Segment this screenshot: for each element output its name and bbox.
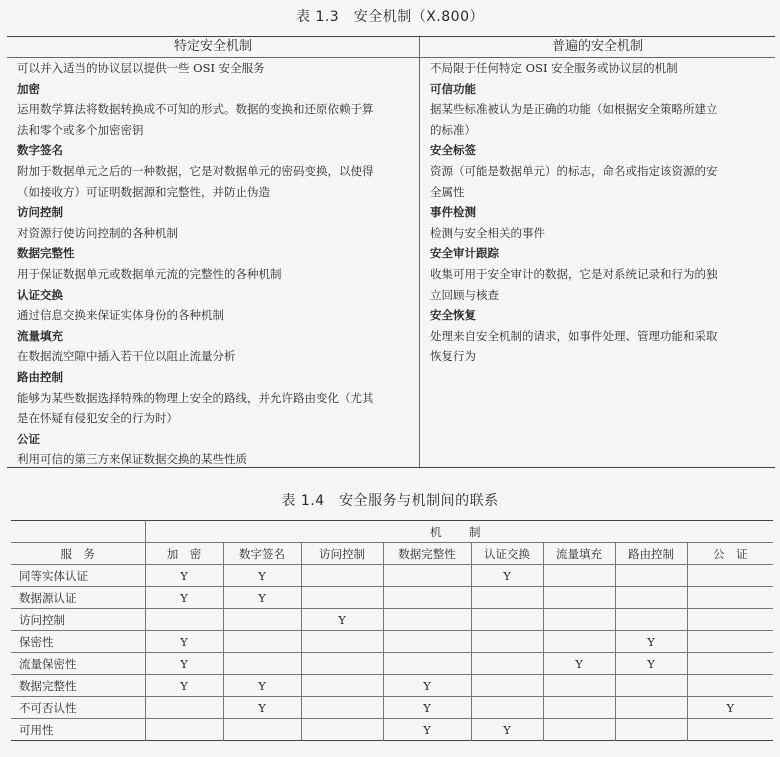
matrix-cell [301,631,383,653]
matrix-cell [471,653,543,675]
mechanism-heading: 安全标签 [430,143,476,158]
matrix-cell [543,653,615,675]
mechanism-heading: 加密 [17,81,40,96]
mechanism-description-line: 据某些标准被认为是正确的功能（如根据安全策略所建立 [430,102,718,117]
check-mark: Y [180,656,188,671]
mechanism-description-line: （如接收方）可证明数据源和完整性，并防止伪造 [17,184,270,199]
matrix-cell [145,697,223,719]
check-mark: Y [258,590,266,605]
mechanism-description-line: 利用可信的第三方来保证数据交换的某些性质 [17,452,247,467]
check-mark: Y [338,612,346,627]
matrix-cell [543,675,615,697]
mechanism-heading: 数据完整性 [17,246,75,261]
matrix-cell [615,587,687,609]
table-row [11,653,773,675]
check-mark: Y [503,568,511,583]
matrix-cell [383,609,471,631]
service-column-header: 服 务 [11,543,145,565]
matrix-cell [543,697,615,719]
matrix-cell [383,587,471,609]
mechanism-description-line: 是在怀疑有侵犯安全的行为时） [17,411,178,426]
check-mark: Y [258,678,266,693]
service-name: 流量保密性 [11,653,145,675]
matrix-cell [145,609,223,631]
matrix-cell [471,565,543,587]
matrix-cell [383,675,471,697]
matrix-cell [615,719,687,741]
matrix-cell [615,675,687,697]
mechanism-heading: 数字签名 [17,143,63,158]
matrix-cell [543,565,615,587]
matrix-cell [145,675,223,697]
matrix-cell [301,719,383,741]
matrix-cell [687,697,773,719]
matrix-cell [471,631,543,653]
matrix-cell [145,587,223,609]
matrix-cell [383,565,471,587]
matrix-corner-cell [11,521,145,543]
mechanism-description-line: 通过信息交换来保证实体身份的各种机制 [17,308,224,323]
matrix-cell [223,609,301,631]
table-row [11,675,773,697]
matrix-cell [301,697,383,719]
mechanism-heading: 安全恢复 [430,308,476,323]
mechanism-heading: 安全审计跟踪 [430,246,499,261]
mechanism-description-line: 在数据流空隙中插入若干位以阻止流量分析 [17,349,236,364]
check-mark: Y [258,700,266,715]
mechanism-description-line: 处理来自安全机制的请求，如事件处理、管理功能和采取 [430,328,718,343]
matrix-cell [471,675,543,697]
check-mark: Y [647,634,655,649]
mechanism-description-line: 收集可用于安全审计的数据，它是对系统记录和行为的独 [430,266,718,281]
matrix-cell [223,587,301,609]
mechanism-heading: 认证交换 [17,287,63,302]
check-mark: Y [180,568,188,583]
matrix-cell [383,697,471,719]
mechanisms-group-header: 机 制 [145,521,773,543]
mechanism-header: 流量填充 [543,543,615,565]
mechanism-description-line: 能够为某些数据选择特殊的物理上安全的路线，并允许路由变化（尤其 [17,390,374,405]
service-name: 数据完整性 [11,675,145,697]
mechanism-heading: 流量填充 [17,328,63,343]
table-row [11,719,773,741]
pervasive-mechanisms-header: 普遍的安全机制 [420,37,775,58]
mechanism-header: 加 密 [145,543,223,565]
mechanism-header: 数字签名 [223,543,301,565]
matrix-cell [301,609,383,631]
mechanism-description-line: 资源（可能是数据单元）的标志，命名或指定该资源的安 [430,163,718,178]
check-mark: Y [423,678,431,693]
mechanism-heading: 访问控制 [17,205,63,220]
mechanism-description-line: 法和零个或多个加密密钥 [17,122,144,137]
table-1-3-caption: 表 1.3 安全机制（X.800） [296,9,484,25]
matrix-cell [471,609,543,631]
matrix-cell [145,565,223,587]
matrix-cell [687,565,773,587]
mechanism-heading: 事件检测 [430,205,476,220]
mechanism-description-line: 检测与安全相关的事件 [430,225,545,240]
check-mark: Y [647,656,655,671]
matrix-cell [615,565,687,587]
check-mark: Y [180,590,188,605]
matrix-cell [383,653,471,675]
service-name: 保密性 [11,631,145,653]
service-name: 访问控制 [11,609,145,631]
matrix-cell [471,587,543,609]
check-mark: Y [423,700,431,715]
matrix-cell [223,631,301,653]
matrix-cell [145,631,223,653]
matrix-cell [615,609,687,631]
matrix-cell [223,565,301,587]
mechanism-description-line: 附加于数据单元之后的一种数据，它是对数据单元的密码变换，以使得 [17,163,374,178]
table-row [11,697,773,719]
mechanism-header: 访问控制 [301,543,383,565]
service-name: 可用性 [11,719,145,741]
mechanism-description-line: 的标准） [430,122,476,137]
security-mechanisms-table [7,36,775,468]
check-mark: Y [503,722,511,737]
matrix-cell [615,631,687,653]
table-row [11,609,773,631]
check-mark: Y [258,568,266,583]
mechanism-description-line: 用于保证数据单元或数据单元流的完整性的各种机制 [17,266,282,281]
service-name: 同等实体认证 [11,565,145,587]
mechanism-description-line: 可以并入适当的协议层以提供一些 OSI 安全服务 [17,61,265,75]
check-mark: Y [180,678,188,693]
matrix-cell [543,631,615,653]
mechanism-heading: 可信功能 [430,81,476,96]
matrix-cell [471,697,543,719]
mechanism-description-line: 立回顾与核查 [430,287,499,302]
matrix-body [11,565,773,741]
matrix-cell [687,719,773,741]
table-row [11,587,773,609]
pervasive-mechanisms-column [420,37,775,467]
table-row [11,565,773,587]
table-1-4-caption: 表 1.4 安全服务与机制间的联系 [281,493,499,509]
matrix-cell [223,653,301,675]
matrix-cell [301,653,383,675]
matrix-cell [687,609,773,631]
matrix-cell [383,719,471,741]
matrix-cell [223,697,301,719]
service-name: 不可否认性 [11,697,145,719]
check-mark: Y [726,700,735,715]
matrix-cell [223,675,301,697]
mechanism-description-line: 全属性 [430,184,465,199]
matrix-cell [543,587,615,609]
mechanism-description-line: 恢复行为 [430,349,476,364]
matrix-cell [471,719,543,741]
table-row [11,631,773,653]
matrix-cell [301,565,383,587]
check-mark: Y [180,634,188,649]
matrix-cell [615,653,687,675]
mechanism-header: 路由控制 [615,543,687,565]
mechanism-header: 认证交换 [471,543,543,565]
matrix-cell [383,631,471,653]
matrix-cell [687,675,773,697]
specific-mechanisms-list [17,58,413,470]
matrix-cell [223,719,301,741]
matrix-cell [687,631,773,653]
matrix-cell [687,653,773,675]
matrix-cell [301,587,383,609]
mechanism-header-row [11,543,773,565]
mechanism-header: 数据完整性 [383,543,471,565]
specific-mechanisms-header: 特定安全机制 [7,37,419,58]
mechanism-header: 公 证 [687,543,773,565]
mechanism-description-line: 运用数学算法将数据转换成不可知的形式。数据的变换和还原依赖于算 [17,102,374,117]
matrix-cell [145,653,223,675]
mechanism-description-line: 不局限于任何特定 OSI 安全服务或协议层的机制 [430,61,678,75]
matrix-cell [687,587,773,609]
mechanism-heading: 路由控制 [17,369,63,384]
service-mechanism-matrix [11,520,773,741]
matrix-cell [543,609,615,631]
pervasive-mechanisms-list [430,58,771,367]
specific-mechanisms-column [7,37,420,467]
matrix-cell [615,697,687,719]
matrix-cell [543,719,615,741]
check-mark: Y [575,656,583,671]
mechanism-heading: 公证 [17,431,40,446]
matrix-cell [145,719,223,741]
service-name: 数据源认证 [11,587,145,609]
matrix-cell [301,675,383,697]
check-mark: Y [423,722,431,737]
mechanism-description-line: 对资源行使访问控制的各种机制 [17,225,178,240]
